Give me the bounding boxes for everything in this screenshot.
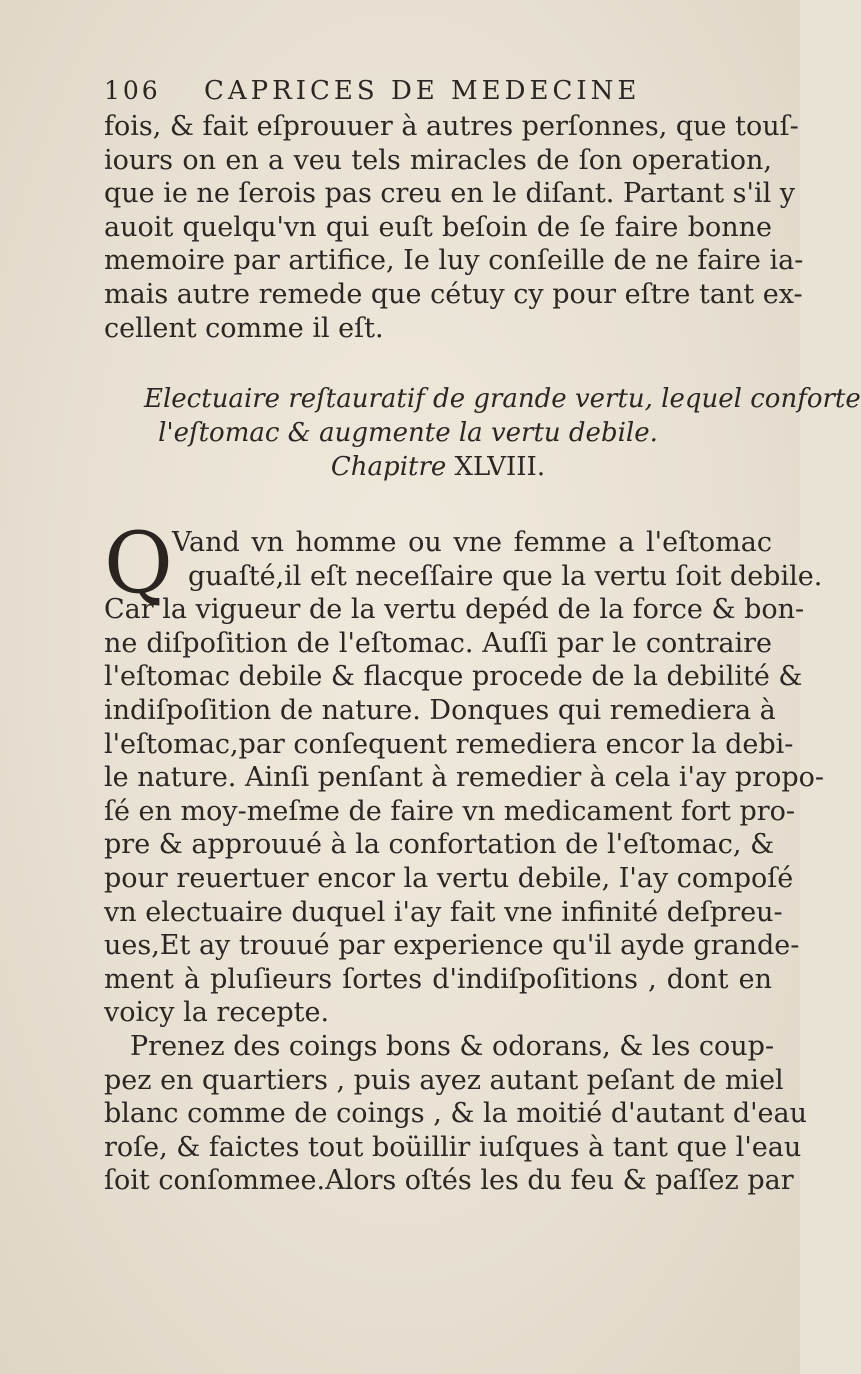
text-line: Vand vn homme ou vne femme a l'eſtomac xyxy=(172,527,772,558)
text-line: roſe, & faictes tout boüillir iuſques à tant que l'eau xyxy=(104,1131,802,1163)
text-line: l'eſtomac,par conſequent remediera encor la debi- xyxy=(104,728,794,760)
text-line: ſoit conſommee.Alors oſtés les du feu & paſſez par xyxy=(104,1165,794,1197)
text-line: Prenez des coings bons & odorans, & les coup- xyxy=(130,1030,775,1062)
chapter-title-line: Electuaire reſtauratif de grande vertu, lequel conforte xyxy=(144,384,861,414)
running-title: CAPRICES DE MEDECINE xyxy=(204,76,641,106)
text-line: guaſté,il eſt neceſſaire que la vertu ſoit debile. xyxy=(188,560,823,592)
text-line: que ie ne ſerois pas creu en le diſant. Partant s'il y xyxy=(104,178,796,210)
text-line: l'eſtomac debile & flacque procede de la debilité & xyxy=(104,661,803,693)
text-line: fois, & fait eſprouuer à autres perſonnes, que touſ- xyxy=(104,111,799,142)
text-line: ues,Et ay trouué par experience qu'il ayde grande- xyxy=(104,930,800,962)
text-line: indiſpoſition de nature. Donques qui remediera à xyxy=(104,694,776,726)
text-line: memoire par artifice, Ie luy conſeille de ne faire ia- xyxy=(104,245,804,277)
paragraph-1 xyxy=(104,110,804,345)
text-line: ment à pluſieurs ſortes d'indiſpoſitions , dont en xyxy=(104,963,772,995)
text-line: vn electuaire duquel i'ay fait vne infinité deſpreu- xyxy=(104,896,783,928)
text-line: blanc comme de coings , & la moitié d'autant d'eau xyxy=(104,1098,807,1130)
page-number: 106 xyxy=(104,76,161,105)
text-line: ſé en moy-meſme de faire vn medicament fort pro- xyxy=(104,795,796,827)
text-line: Car la vigueur de la vertu depéd de la force & bon- xyxy=(104,594,805,626)
page-header xyxy=(104,76,764,112)
drop-capital: Q xyxy=(104,514,173,612)
text-line: pre & approuué à la confortation de l'eſtomac, & xyxy=(104,829,775,861)
chapter-heading xyxy=(104,382,861,484)
text-line: pour reuertuer encor la vertu debile, I'ay compoſé xyxy=(104,862,794,894)
paragraph-2 xyxy=(104,514,824,1198)
text-line: mais autre remede que cétuy cy pour eſtre tant ex- xyxy=(104,278,803,310)
chapter-number-line xyxy=(104,450,772,484)
chapter-number: XLVIII. xyxy=(454,452,546,482)
text-line: cellent comme il eſt. xyxy=(104,312,384,344)
chapter-title-line: l'eſtomac & augmente la vertu debile. xyxy=(158,418,658,448)
chapter-label: Chapitre xyxy=(330,452,447,482)
text-line: voicy la recepte. xyxy=(104,997,330,1029)
text-line: ne diſpoſition de l'eſtomac. Auſſi par le contraire xyxy=(104,627,772,659)
text-line: iours on en a veu tels miracles de ſon operation, xyxy=(104,144,772,176)
text-line: auoit quelqu'vn qui euſt beſoin de ſe faire bonne xyxy=(104,211,772,243)
text-line: pez en quartiers , puis ayez autant peſant de miel xyxy=(104,1064,784,1096)
text-line: le nature. Ainſi penſant à remedier à cela i'ay propo- xyxy=(104,762,824,794)
